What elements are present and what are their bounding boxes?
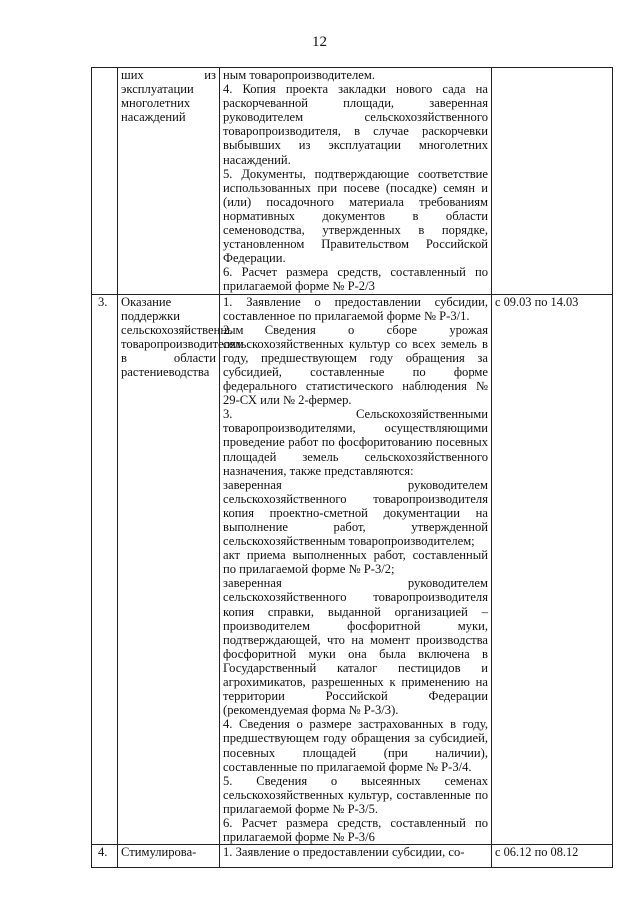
- document-item: 2. Сведения о сборе урожая сельскохозяйственных культур со всех земель в году, предшествующем году обращения за субсидией, составленные по форме федерального статистического наблюдения № 29-СХ или № 2-фермер.: [223, 322, 488, 408]
- support-type: Стимулирова-: [118, 845, 220, 868]
- documents-table: [91, 67, 613, 868]
- document-item: заверенная руководителем сельскохозяйственного товаропроизводителя копия справки, выданной организацией – производителем фосфоритной муки, подтверждающей, что на момент производства фосфоритной муки она была включена в Государственный каталог пестицидов и агрохимикатов, разрешенных к применению на территории Российской Федерации (рекомендуемая форма № Р-3/3).: [223, 576, 488, 718]
- table-row: [92, 845, 613, 868]
- document-item: 5. Документы, подтверждающие соответствие использованных при посеве (посадке) семян и (или) посадочного материала требованиям нормативных документов в области семеноводства, утвержденных в порядке, установленном Правительством Российской Федерации.: [223, 166, 488, 266]
- submission-period: с 09.03 по 14.03: [492, 294, 613, 845]
- document-item: ным товаропроизводителем.: [223, 68, 375, 82]
- table-row: [92, 68, 613, 295]
- required-documents: [220, 845, 492, 868]
- row-number: [92, 68, 118, 295]
- document-item: 3. Сельскохозяйственными товаропроизводителями, осуществляющими проведение работ по фосфоритованию посевных площадей земель сельскохозяйственного назначения, также представляются:: [223, 407, 488, 478]
- document-item: 4. Сведения о размере застрахованных в году, предшествующем году обращения за субсидией, посевных площадей (при наличии), составленные по прилагаемой форме № Р-3/4.: [223, 717, 488, 774]
- required-documents: [220, 68, 492, 295]
- row-number: 3.: [92, 294, 118, 845]
- document-item: 6. Расчет размера средств, составленный по прилагаемой форме № Р-2/3: [223, 265, 488, 294]
- document-item: 5. Сведения о высеянных семенах сельскохозяйственных культур, составленные по прилагаемой форме № Р-3/5.: [223, 773, 488, 816]
- support-type: Оказание поддержки сельскохозяйственным товаропроизводителям в области растениеводства: [118, 294, 220, 845]
- document-item: 6. Расчет размера средств, составленный по прилагаемой форме № Р-3/6: [223, 815, 488, 845]
- document-item: 4. Копия проекта закладки нового сада на раскорчеванной площади, заверенная руководителем сельскохозяйственного товаропроизводителя, в случае раскорчевки выбывших из эксплуатации многолетних насаждений.: [223, 82, 488, 167]
- required-documents: [220, 294, 492, 845]
- page-number: 12: [312, 34, 327, 50]
- table-row: [92, 294, 613, 845]
- document-item: заверенная руководителем сельскохозяйственного товаропроизводителя копия проектно-сметной документации на выполнение работ, утвержденной сельскохозяйственным товаропроизводителем;: [223, 477, 488, 549]
- document-item: 1. Заявление о предоставлении субсидии, составленное по прилагаемой форме № Р-3/1.: [223, 294, 488, 323]
- submission-period: [492, 68, 613, 295]
- document-item: 1. Заявление о предоставлении субсидии, со-: [223, 845, 465, 860]
- support-type: ших из эксплуатации многолетних насаждений: [118, 68, 220, 295]
- row-number: 4.: [92, 845, 118, 868]
- submission-period: с 06.12 по 08.12: [492, 845, 613, 868]
- document-item: акт приема выполненных работ, составленный по прилагаемой форме № Р-3/2;: [223, 548, 488, 577]
